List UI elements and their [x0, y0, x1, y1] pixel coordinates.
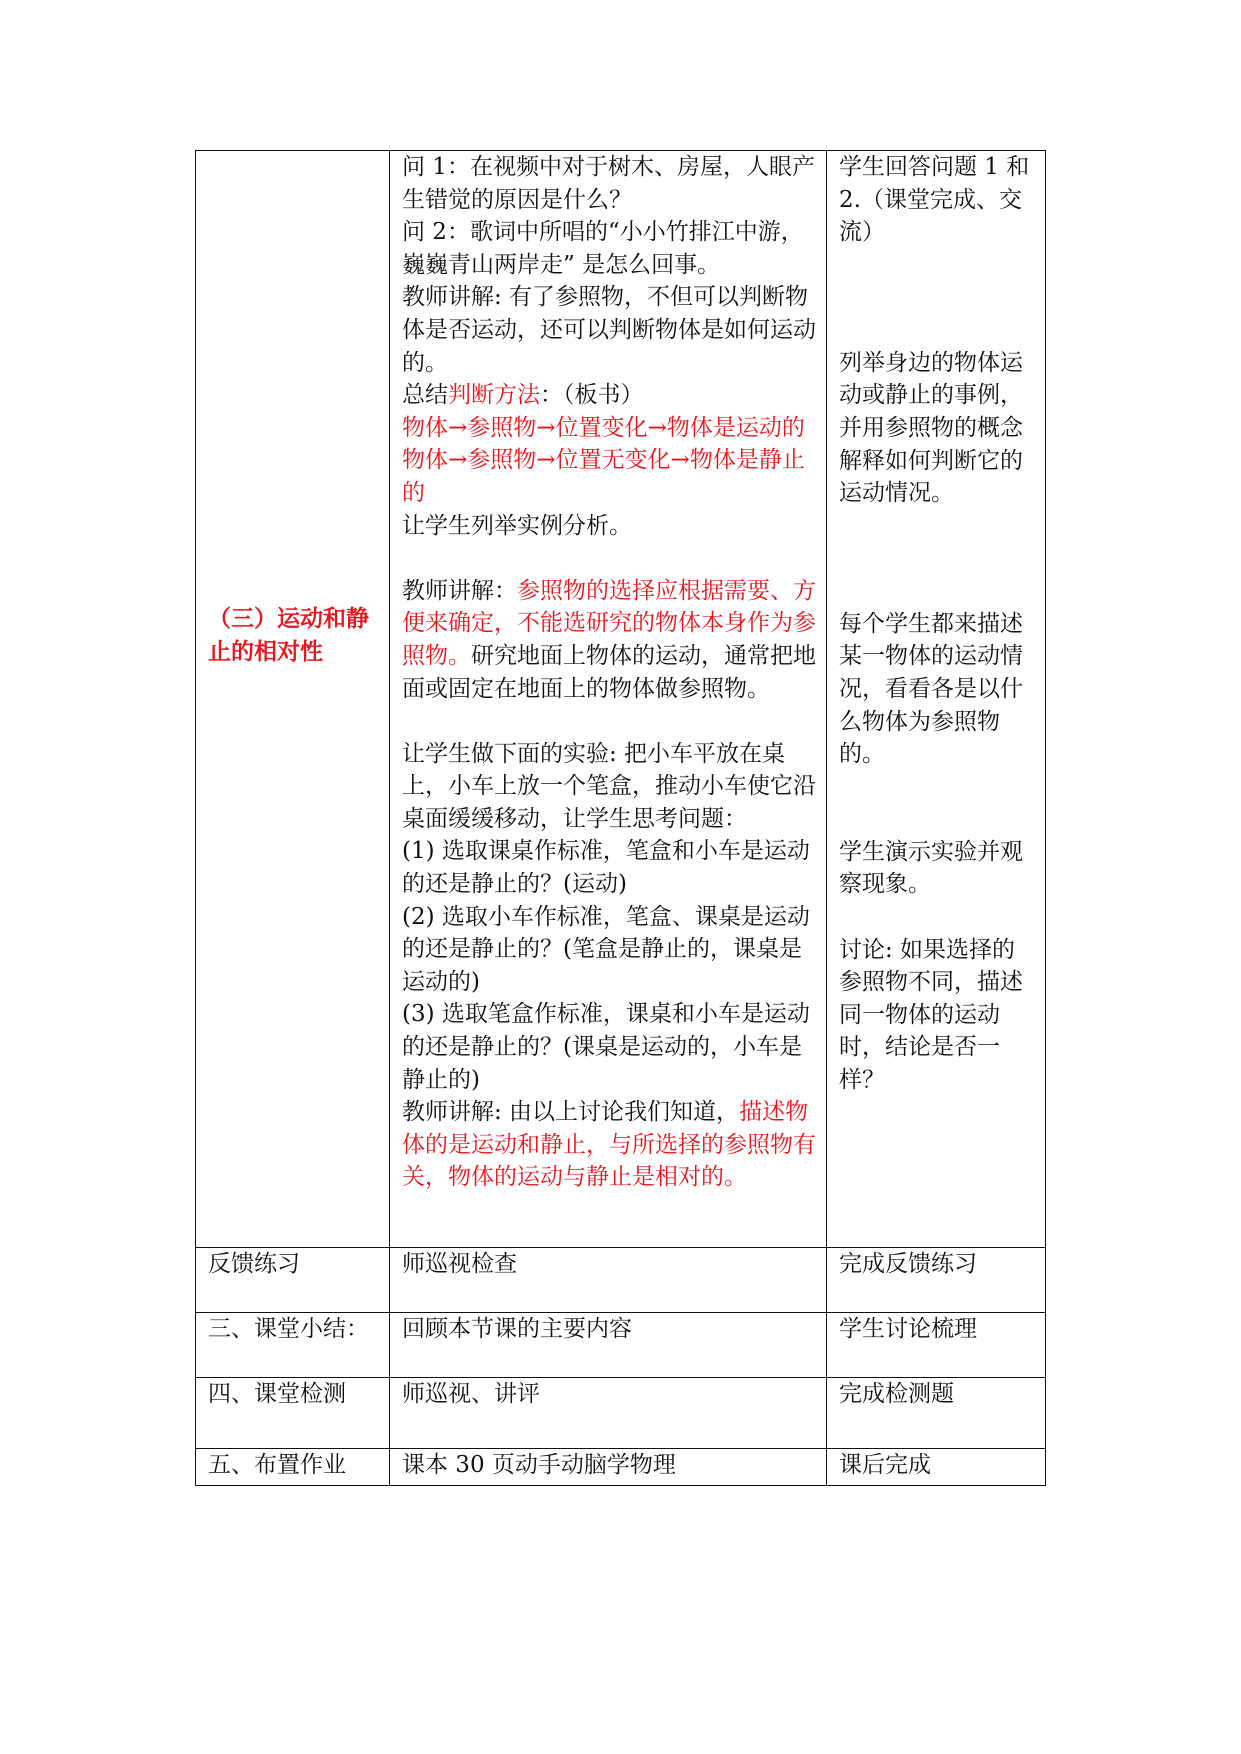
- experiment-intro: 让学生做下面的实验: 把小车平放在桌上，小车上放一个笔盒，推动小车使它沿桌面缓缓移动，让学生思考问题：: [402, 740, 816, 832]
- student-note-3: 每个学生都来描述某一物体的运动情况，看看各是以什么物体为参照物的。: [839, 610, 1023, 768]
- summary-highlight: 判断方法: [448, 382, 540, 409]
- lecture-2-rest: 研究地面上物体的运动，通常把地面或固定在地面上的物体做参照物。: [402, 642, 816, 702]
- table-row: [196, 151, 1046, 1248]
- question-1: 问 1：在视频中对于树木、房屋，人眼产生错觉的原因是什么？: [402, 154, 815, 213]
- student-note-4: 学生演示实验并观察现象。: [839, 838, 1023, 898]
- summary-suffix: ：（板书）: [540, 382, 644, 409]
- lecture-2-highlight: 参照物的选择应根据需要、方便来确定，不能选研究的物体本身作为参照物。: [402, 577, 816, 669]
- lecture-1: 教师讲解: 有了参照物，不但可以判断物体是否运动，还可以判断物体是如何运动的。: [402, 284, 816, 376]
- lecture-3: [402, 1096, 818, 1194]
- teacher-cell: 师巡视检查: [390, 1248, 827, 1313]
- lecture-3-highlight: 描述物体的是运动和静止，与所选择的参照物有关，物体的运动与静止是相对的。: [402, 1099, 816, 1191]
- student-cell: 课后完成: [827, 1449, 1046, 1486]
- stage-cell: 五、布置作业: [196, 1449, 390, 1486]
- summary-prefix: 总结: [402, 382, 448, 409]
- summary-line: [402, 379, 818, 412]
- examples-line: 让学生列举实例分析。: [402, 512, 632, 539]
- student-note-5: 讨论: 如果选择的参照物不同，描述同一物体的运动时，结论是否一样？: [839, 936, 1023, 1093]
- table-row: [196, 1313, 1046, 1378]
- section-cell: [196, 151, 390, 1248]
- question-item-2: (2) 选取小车作标准，笔盒、课桌是运动的还是静止的？(笔盒是静止的，课桌是运动的): [402, 903, 810, 995]
- stage-cell: 四、课堂检测: [196, 1378, 390, 1449]
- rule-static: 物体→参照物→位置无变化→物体是静止的: [402, 447, 805, 506]
- student-cell: 完成检测题: [827, 1378, 1046, 1449]
- student-cell: 学生讨论梳理: [827, 1313, 1046, 1378]
- teacher-cell: 师巡视、讲评: [390, 1378, 827, 1449]
- lesson-plan-table: [195, 150, 1046, 1486]
- student-cell: 完成反馈练习: [827, 1248, 1046, 1313]
- teacher-cell: 课本 30 页动手动脑学物理: [390, 1449, 827, 1486]
- table-row: [196, 1378, 1046, 1449]
- teacher-cell: 回顾本节课的主要内容: [390, 1313, 827, 1378]
- question-2: 问 2：歌词中所唱的“小小竹排江中游，巍巍青山两岸走” 是怎么回事。: [402, 219, 804, 278]
- lecture-3-prefix: 教师讲解: 由以上讨论我们知道，: [402, 1099, 740, 1126]
- table-row: [196, 1449, 1046, 1486]
- student-activity-cell: [827, 151, 1046, 1248]
- section-title: （三）运动和静止的相对性: [208, 605, 369, 665]
- stage-cell: 反馈练习: [196, 1248, 390, 1313]
- lecture-2: [402, 575, 818, 705]
- student-note-1: 学生回答问题 1 和 2.（课堂完成、交流）: [839, 154, 1030, 246]
- question-item-1: (1) 选取课桌作标准，笔盒和小车是运动的还是静止的？(运动): [402, 838, 810, 898]
- stage-cell: 三、课堂小结：: [196, 1313, 390, 1378]
- question-item-3: (3) 选取笔盒作标准，课桌和小车是运动的还是静止的？(课桌是运动的，小车是静止的): [402, 1001, 810, 1093]
- student-note-2: 列举身边的物体运动或静止的事例，并用参照物的概念解释如何判断它的运动情况。: [839, 349, 1023, 507]
- teacher-activity-cell: [390, 151, 827, 1248]
- table-row: [196, 1248, 1046, 1313]
- rule-moving: 物体→参照物→位置变化→物体是运动的: [402, 414, 805, 441]
- lecture-2-prefix: 教师讲解：: [402, 577, 517, 604]
